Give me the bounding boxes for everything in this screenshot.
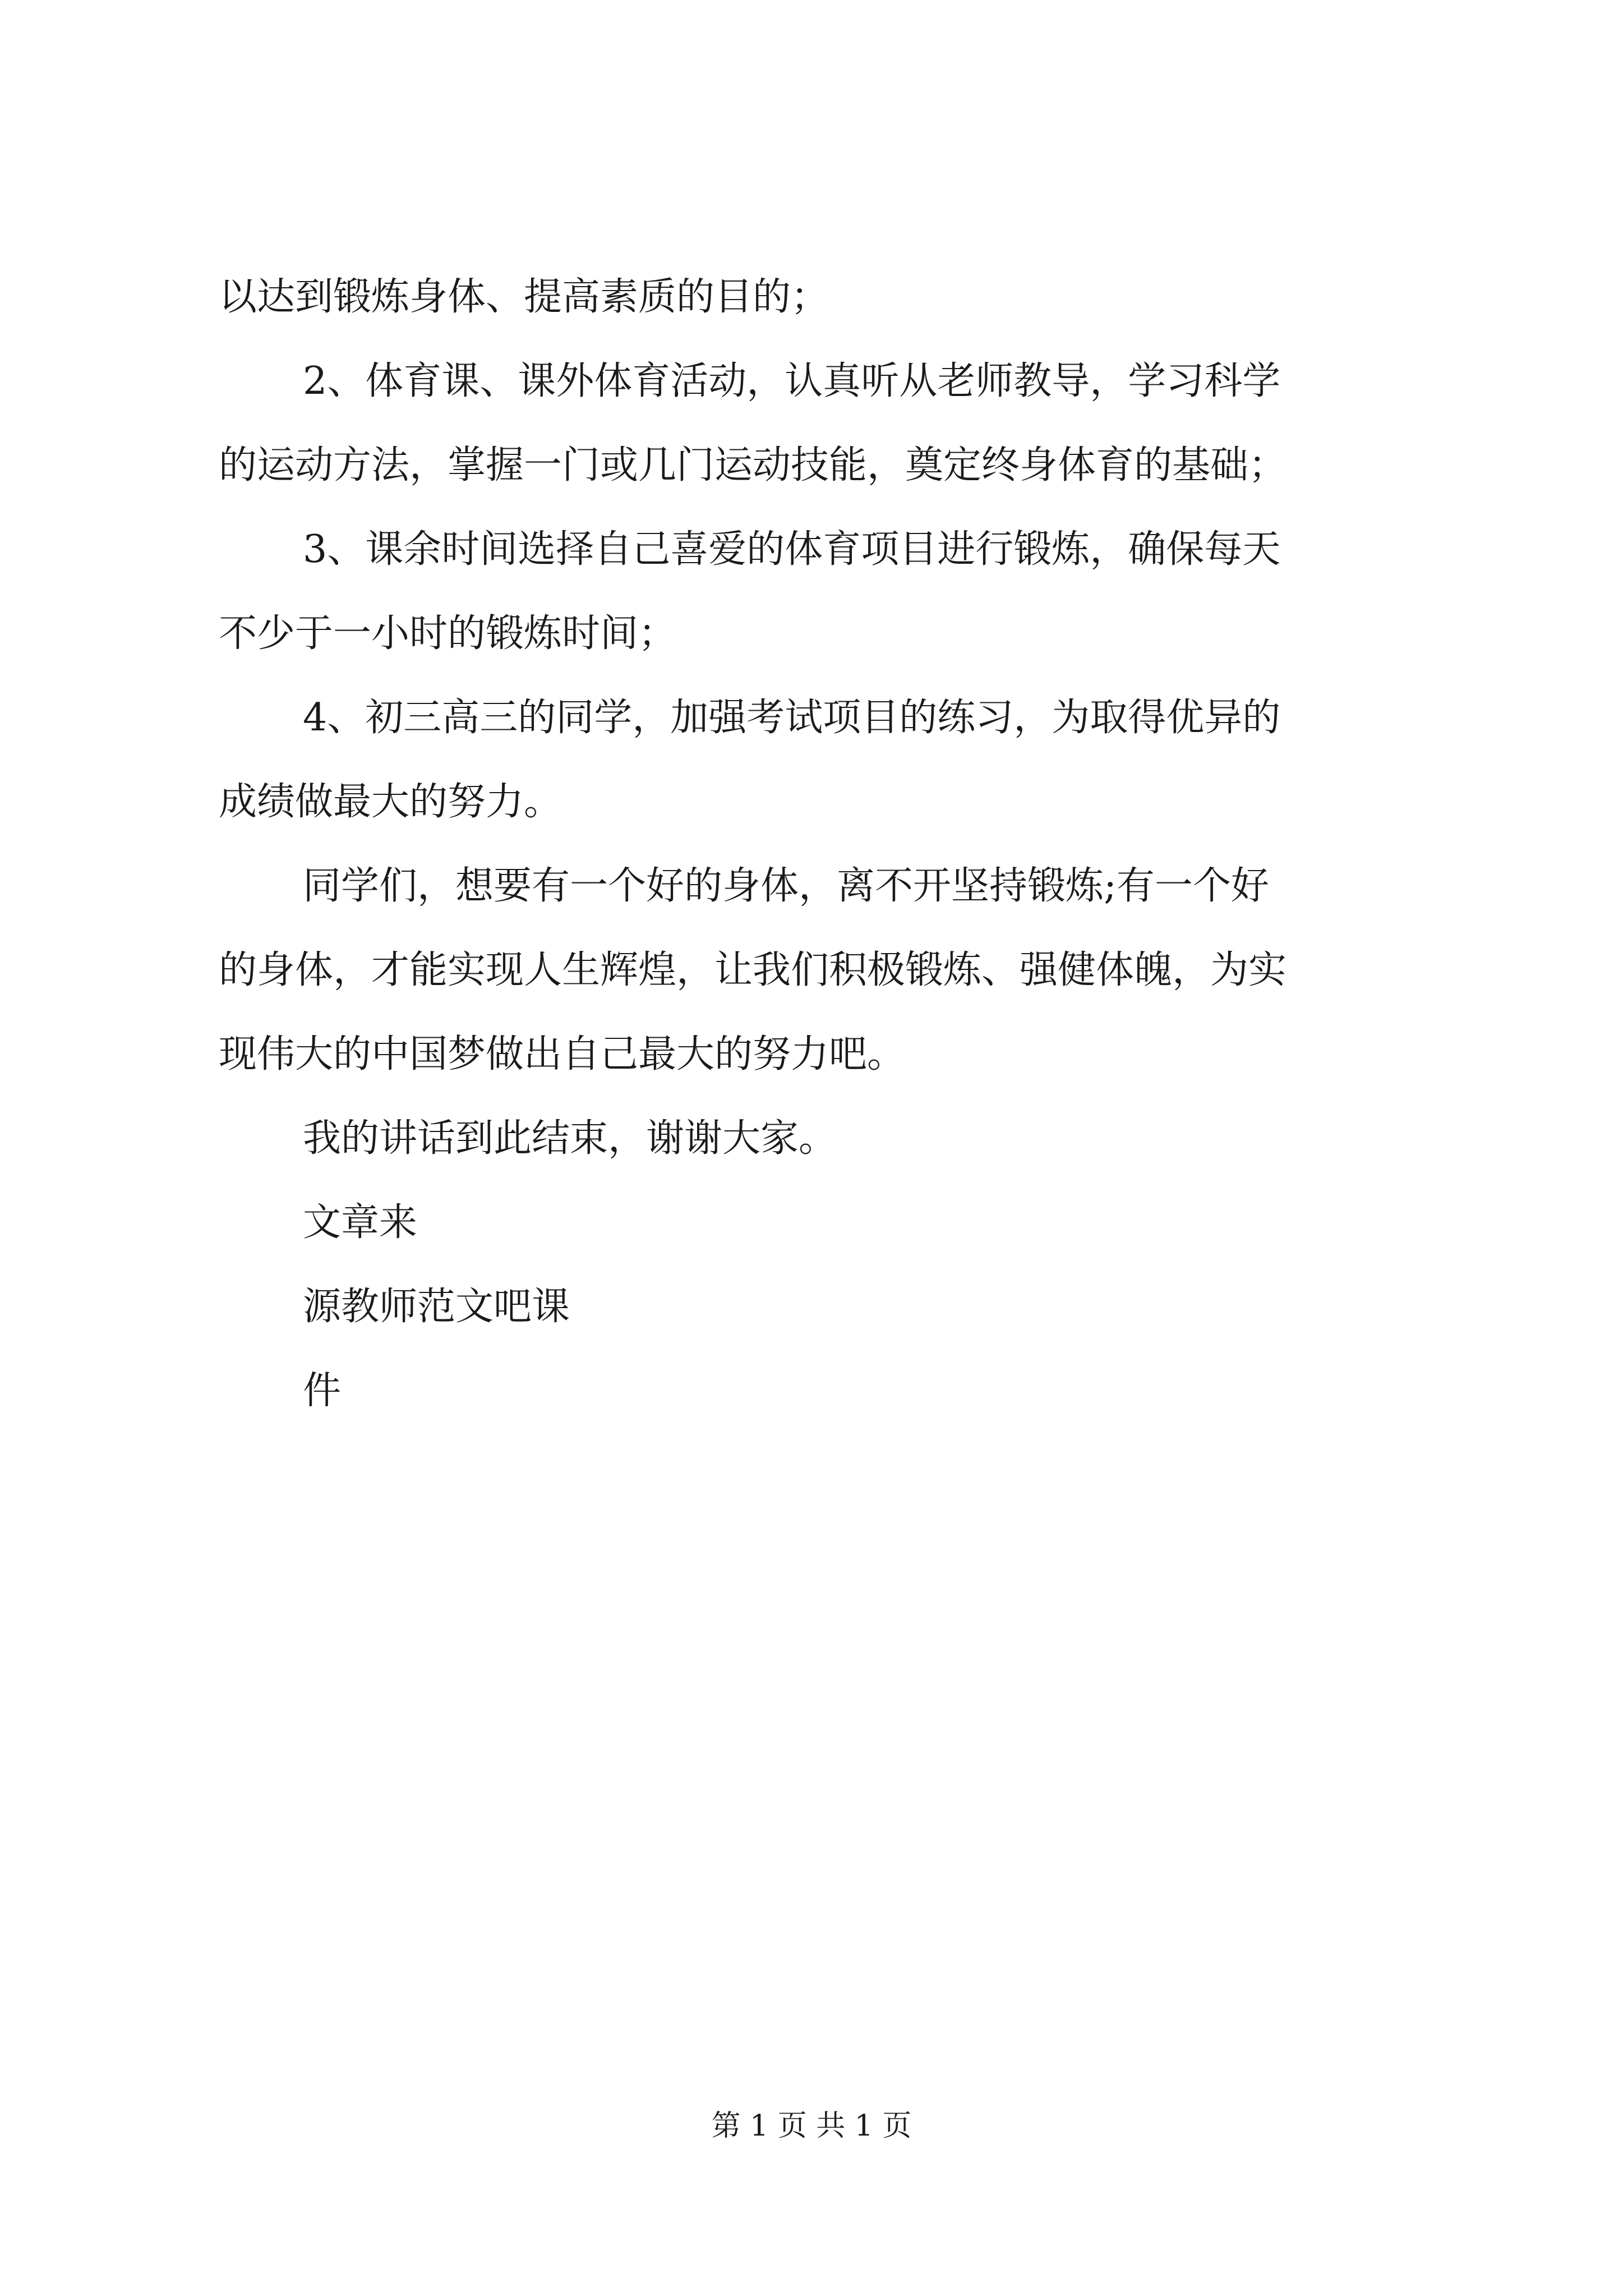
body-line-11: 我的讲话到此结束，谢谢大家。 [303, 1116, 837, 1161]
body-line-4: 3、课余时间选择自己喜爱的体育项目进行锻炼，确保每天 [303, 527, 1281, 572]
body-line-8: 同学们，想要有一个好的身体，离不开坚持锻炼;有一个好 [303, 864, 1269, 908]
body-line-3: 的运动方法，掌握一门或几门运动技能，奠定终身体育的基础； [219, 443, 1287, 487]
document-body [219, 255, 1430, 1433]
body-line-14: 件 [303, 1369, 342, 1413]
page-number: 第 1 页 共 1 页 [711, 2109, 912, 2143]
body-line-7: 成绩做最大的努力。 [219, 780, 562, 824]
body-line-6: 4、初三高三的同学，加强考试项目的练习，为取得优异的 [303, 696, 1281, 740]
body-line-2: 2、体育课、课外体育活动，认真听从老师教导，学习科学 [303, 359, 1281, 403]
body-line-5: 不少于一小时的锻炼时间； [219, 611, 677, 656]
body-line-13: 源教师范文吧课 [303, 1285, 570, 1329]
page-footer [0, 2106, 1623, 2146]
body-line-1: 以达到锻炼身体、提高素质的目的； [219, 275, 829, 319]
body-line-9: 的身体，才能实现人生辉煌，让我们积极锻炼、强健体魄，为实 [219, 948, 1287, 992]
body-line-10: 现伟大的中国梦做出自己最大的努力吧。 [219, 1032, 906, 1076]
body-line-12: 文章来 [303, 1200, 418, 1245]
